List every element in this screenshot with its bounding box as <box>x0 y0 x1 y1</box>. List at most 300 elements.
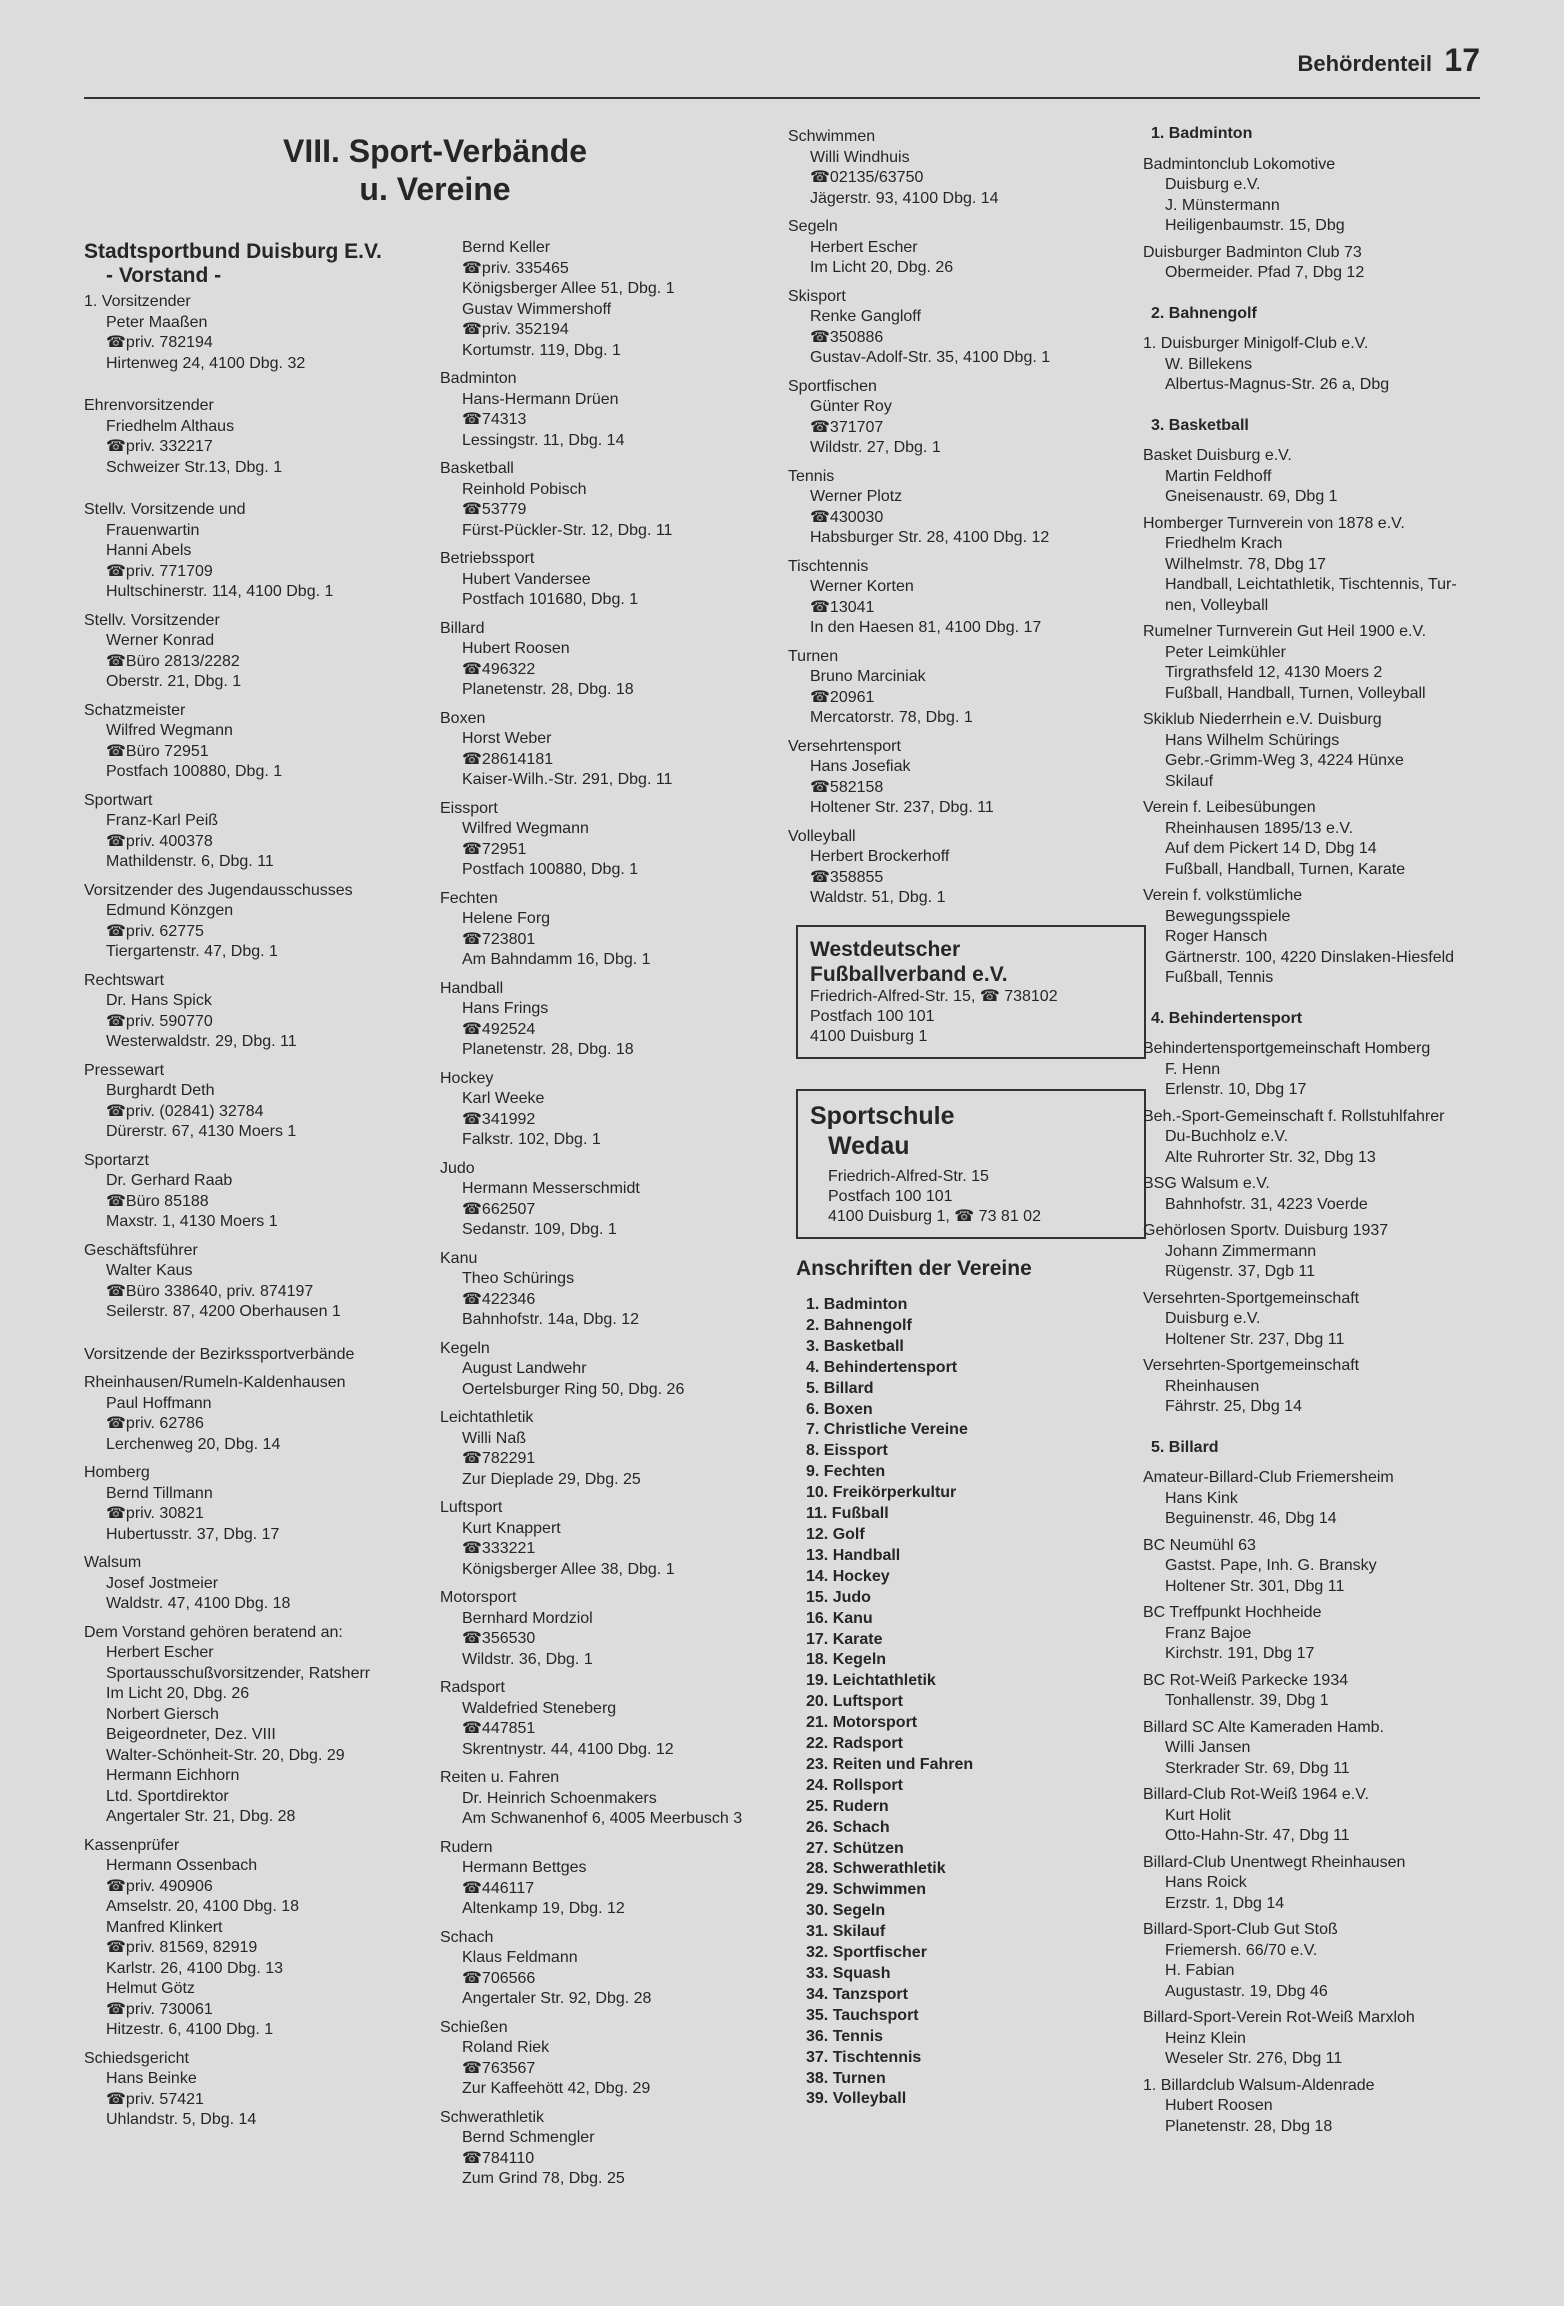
entry-line: Beigeordneter, Dez. VIII <box>106 1726 276 1743</box>
phone-line: ☎496322 <box>462 660 536 678</box>
phone-line: ☎662507 <box>462 1200 536 1218</box>
club-name: BC Neumühl 63 <box>1143 1536 1256 1554</box>
entry-title: Fechten <box>440 889 498 907</box>
phone-line: ☎53779 <box>462 501 527 518</box>
entry <box>440 889 770 971</box>
club-line: Planetenstr. 28, Dbg 18 <box>1165 2117 1333 2135</box>
entry-line: Postfach 100880, Dbg. 1 <box>106 763 283 780</box>
entry-line: Hubert Vandersee <box>462 570 591 588</box>
entry <box>84 971 444 1053</box>
list-item: 2. Bahnengolf <box>806 1316 912 1334</box>
entry-line: Herbert Escher <box>810 238 918 256</box>
entry <box>440 979 770 1061</box>
phone-line: ☎Büro 72951 <box>106 742 209 760</box>
list-item: 34. Tanzsport <box>806 1985 908 2003</box>
entry-line: Werner Plotz <box>810 488 903 505</box>
club-line: Erlenstr. 10, Dbg 17 <box>1165 1081 1307 1098</box>
phone-line: ☎20961 <box>810 688 875 706</box>
club-line: Rheinhausen <box>1165 1377 1260 1395</box>
club-entry <box>1143 1468 1488 1530</box>
club-name: Amateur-Billard-Club Friemersheim <box>1143 1469 1394 1486</box>
entry-title: Billard <box>440 619 485 637</box>
entry-line: Sedanstr. 109, Dbg. 1 <box>462 1221 617 1238</box>
club-line: Obermeider. Pfad 7, Dbg 12 <box>1165 264 1365 281</box>
entry-line: Bernd Tillmann <box>106 1484 213 1502</box>
entry-line: Im Licht 20, Dbg. 26 <box>810 259 954 276</box>
phone-line: ☎430030 <box>810 508 884 526</box>
entry <box>788 647 1138 729</box>
entry-title: Kassenprüfer <box>84 1836 180 1854</box>
list-item: 29. Schwimmen <box>806 1881 927 1899</box>
entry <box>84 791 444 873</box>
club-entry <box>1143 514 1488 617</box>
phone-line: ☎447851 <box>462 1720 536 1737</box>
club-line: Fährstr. 25, Dbg 14 <box>1165 1398 1302 1415</box>
entry <box>440 1069 770 1151</box>
entry-line: Postfach 100880, Dbg. 1 <box>462 861 639 878</box>
club-name: BSG Walsum e.V. <box>1143 1175 1270 1192</box>
entry-title: Ehrenvorsitzender <box>84 397 214 414</box>
phone-line: ☎priv. 62786 <box>106 1415 204 1432</box>
club-entry <box>1143 1536 1488 1598</box>
club-entry <box>1143 1289 1488 1351</box>
entry-line: Horst Weber <box>462 730 552 747</box>
phone-line: ☎371707 <box>810 418 884 436</box>
department-entries <box>788 127 1138 909</box>
entry-line: Planetenstr. 28, Dbg. 18 <box>462 681 634 698</box>
entry-line: Mercatorstr. 78, Dbg. 1 <box>810 709 973 726</box>
entry <box>440 1339 770 1401</box>
entry-line: Wilfred Wegmann <box>106 722 233 739</box>
list-item: 28. Schwerathletik <box>806 1860 946 1878</box>
entry-title: Rudern <box>440 1838 493 1856</box>
box-line: Friedrich-Alfred-Str. 15 <box>828 1167 989 1185</box>
entry-line: Herbert Brockerhoff <box>810 848 950 865</box>
column-board <box>84 240 444 2139</box>
list-item: 15. Judo <box>806 1588 871 1606</box>
entry-title: Volleyball <box>788 827 856 845</box>
chapter-title-line: u. Vereine <box>359 171 511 207</box>
club-line: Weseler Str. 276, Dbg 11 <box>1165 2050 1343 2067</box>
club-name: Basket Duisburg e.V. <box>1143 447 1292 464</box>
club-list-title: Anschriften der Vereine <box>796 1256 1032 1280</box>
club-entry <box>1143 334 1488 396</box>
list-item: 32. Sportfischer <box>806 1944 927 1962</box>
entry-line: Hirtenweg 24, 4100 Dbg. 32 <box>106 354 306 372</box>
phone-line: ☎priv. 30821 <box>106 1505 204 1522</box>
entry <box>440 619 770 701</box>
list-item: 4. Behindertensport <box>806 1358 958 1376</box>
category-title: 1. Badminton <box>1151 125 1253 142</box>
club-line: Heiligenbaumstr. 15, Dbg <box>1165 217 1345 234</box>
entry <box>440 369 770 451</box>
list-item: 1. Badminton <box>806 1296 908 1313</box>
list-item: 21. Motorsport <box>806 1714 918 1732</box>
box-line: 4100 Duisburg 1, ☎ 73 81 02 <box>828 1207 1041 1225</box>
club-name: Versehrten-Sportgemeinschaft <box>1143 1289 1360 1307</box>
club-line: Tonhallenstr. 39, Dbg 1 <box>1165 1692 1329 1709</box>
entry <box>440 799 770 881</box>
entry-title: Sportarzt <box>84 1151 149 1169</box>
phone-line: ☎358855 <box>810 868 884 886</box>
list-item: 33. Squash <box>806 1965 891 1982</box>
phone-line: ☎782291 <box>462 1450 536 1467</box>
club-line: Gneisenaustr. 69, Dbg 1 <box>1165 488 1338 505</box>
club-line: Holtener Str. 237, Dbg 11 <box>1165 1330 1345 1348</box>
club-name: Homberger Turnverein von 1878 e.V. <box>1143 514 1405 532</box>
entry-title: Boxen <box>440 709 486 727</box>
entry-title: Geschäftsführer <box>84 1241 198 1259</box>
entry <box>84 1241 444 1323</box>
entry-line: Hans Josefiak <box>810 758 911 775</box>
club-line: Auf dem Pickert 14 D, Dbg 14 <box>1165 840 1377 857</box>
club-line: Martin Feldhoff <box>1165 467 1272 485</box>
category-title: 4. Behindertensport <box>1151 1009 1303 1027</box>
entry <box>84 1623 444 1828</box>
entry-title: Betriebssport <box>440 550 535 567</box>
club-line: H. Fabian <box>1165 1962 1235 1979</box>
entry-title: Schiedsgericht <box>84 2049 189 2067</box>
entry-title: Hockey <box>440 1069 494 1087</box>
entry <box>788 287 1138 369</box>
entry <box>440 1249 770 1331</box>
club-entry <box>1143 622 1488 704</box>
column-departments <box>440 238 770 2198</box>
entry-title: Badminton <box>440 370 517 387</box>
entry-title: Tennis <box>788 467 835 485</box>
club-entry <box>1143 446 1488 508</box>
phone-line: ☎Büro 338640, priv. 874197 <box>106 1282 314 1300</box>
phone-line: ☎priv. 81569, 82919 <box>106 1939 258 1956</box>
box-line: 4100 Duisburg 1 <box>810 1027 928 1045</box>
club-line: Tirgrathsfeld 12, 4130 Moers 2 <box>1165 664 1383 681</box>
entry-line: Burghardt Deth <box>106 1082 215 1099</box>
club-line: Fußball, Tennis <box>1165 969 1274 986</box>
club-line: Fußball, Handball, Turnen, Karate <box>1165 860 1406 878</box>
club-name: Billard-Sport-Club Gut Stoß <box>1143 1921 1338 1938</box>
entry-title: Luftsport <box>440 1499 503 1516</box>
club-line: Kurt Holit <box>1165 1806 1231 1824</box>
club-line: Heinz Klein <box>1165 2029 1246 2047</box>
phone-line: ☎784110 <box>462 2149 535 2167</box>
club-line: Willi Jansen <box>1165 1739 1251 1756</box>
phone-line: ☎Büro 2813/2282 <box>106 652 240 670</box>
box-line: Friedrich-Alfred-Str. 15, ☎ 738102 <box>810 987 1058 1005</box>
entry-line: Peter Maaßen <box>106 313 208 331</box>
entry-line: Westerwaldstr. 29, Dbg. 11 <box>106 1033 297 1050</box>
entry-line: Hubertusstr. 37, Dbg. 17 <box>106 1525 280 1543</box>
phone-line: ☎582158 <box>810 778 884 796</box>
club-name: 1. Duisburger Minigolf-Club e.V. <box>1143 335 1369 352</box>
club-entry <box>1143 1671 1488 1712</box>
entry-title: Skisport <box>788 287 846 305</box>
club-line: Hans Wilhelm Schürings <box>1165 731 1340 749</box>
entry-line: August Landwehr <box>462 1360 587 1377</box>
phone-line: ☎priv. 57421 <box>106 2090 204 2108</box>
entry-title: 1. Vorsitzender <box>84 293 191 310</box>
entry <box>440 1159 770 1241</box>
entry-line: Dürerstr. 67, 4130 Moers 1 <box>106 1123 297 1140</box>
category-title: 2. Bahnengolf <box>1151 304 1257 322</box>
entry-title: Pressewart <box>84 1061 165 1079</box>
club-entry <box>1143 2008 1488 2070</box>
entry-line: Planetenstr. 28, Dbg. 18 <box>462 1041 634 1058</box>
entry <box>440 2108 770 2190</box>
club-line: Rügenstr. 37, Dgb 11 <box>1165 1263 1316 1280</box>
entry-title: Kegeln <box>440 1339 490 1357</box>
club-line: Wilhelmstr. 78, Dbg 17 <box>1165 555 1326 573</box>
entry-line: Schweizer Str.13, Dbg. 1 <box>106 458 283 476</box>
club-line: Holtener Str. 301, Dbg 11 <box>1165 1577 1345 1595</box>
list-item: 13. Handball <box>806 1546 901 1564</box>
entry <box>84 881 444 963</box>
entry-line: Frauenwartin <box>106 521 200 539</box>
club-line: Rheinhausen 1895/13 e.V. <box>1165 819 1354 837</box>
entry-line: Angertaler Str. 21, Dbg. 28 <box>106 1808 296 1825</box>
club-name: Verein f. Leibesübungen <box>1143 799 1316 816</box>
list-item: 10. Freikörperkultur <box>806 1484 957 1502</box>
box-title: Sportschule <box>810 1101 955 1130</box>
club-line: Skilauf <box>1165 772 1214 790</box>
phone-line: ☎74313 <box>462 411 527 428</box>
entry-line: Herbert Escher <box>106 1644 214 1661</box>
entry-title: Reiten u. Fahren <box>440 1769 560 1786</box>
list-item: 6. Boxen <box>806 1400 873 1418</box>
entry-line: Dr. Hans Spick <box>106 992 212 1009</box>
club-line: Handball, Leichtathletik, Tischtennis, Tur- <box>1165 576 1457 593</box>
entry-title: Kanu <box>440 1249 478 1267</box>
entry-line: Bernd Schmengler <box>462 2129 595 2146</box>
entry-line: Am Schwanenhof 6, 4005 Meerbusch 3 <box>462 1810 743 1827</box>
entry-line: Norbert Giersch <box>106 1705 219 1723</box>
entry-line: Sportausschußvorsitzender, Ratsherr <box>106 1664 371 1682</box>
entry-line: Friedhelm Althaus <box>106 417 235 435</box>
phone-line: ☎333221 <box>462 1540 536 1557</box>
entry-title: Rheinhausen/Rumeln-Kaldenhausen <box>84 1374 346 1391</box>
entry <box>440 1768 770 1830</box>
entry-line: Dr. Gerhard Raab <box>106 1172 233 1189</box>
entry-line: Karlstr. 26, 4100 Dbg. 13 <box>106 1959 283 1977</box>
entry-line: Werner Korten <box>810 578 914 595</box>
entry <box>788 467 1138 549</box>
list-item: 12. Golf <box>806 1525 865 1543</box>
entry <box>84 701 444 783</box>
entry-line: Edmund Könzgen <box>106 902 234 919</box>
club-line: Fußball, Handball, Turnen, Volleyball <box>1165 684 1426 702</box>
club-name: Versehrten-Sportgemeinschaft <box>1143 1357 1360 1374</box>
list-item: 9. Fechten <box>806 1463 886 1481</box>
phone-line: ☎priv. 62775 <box>106 922 204 940</box>
entry-line: Hermann Messerschmidt <box>462 1180 640 1197</box>
entry <box>440 1678 770 1760</box>
club-name: Behindertensportgemeinschaft Homberg <box>1143 1040 1431 1057</box>
entry-line: Lerchenweg 20, Dbg. 14 <box>106 1435 281 1453</box>
club-name: Billard-Sport-Verein Rot-Weiß Marxloh <box>1143 2009 1415 2026</box>
club-line: Sterkrader Str. 69, Dbg 11 <box>1165 1759 1350 1777</box>
entry-line: Habsburger Str. 28, 4100 Dbg. 12 <box>810 529 1050 546</box>
club-line: Hans Kink <box>1165 1489 1238 1507</box>
entry-line: Skrentnystr. 44, 4100 Dbg. 12 <box>462 1740 674 1758</box>
entry-title: Judo <box>440 1159 475 1177</box>
club-line: Duisburg e.V. <box>1165 176 1261 193</box>
club-name: Gehörlosen Sportv. Duisburg 1937 <box>1143 1222 1389 1239</box>
box-title: Westdeutscher <box>810 937 961 961</box>
entry-line: Tiergartenstr. 47, Dbg. 1 <box>106 943 278 960</box>
entry-line: Zum Grind 78, Dbg. 25 <box>462 2170 625 2187</box>
entry-line: Renke Gangloff <box>810 308 921 325</box>
list-item: 38. Turnen <box>806 2069 886 2087</box>
chapter-title-line: VIII. Sport-Verbände <box>282 133 588 169</box>
chapter-title <box>240 132 630 208</box>
club-entry <box>1143 1174 1488 1215</box>
entry-line: Im Licht 20, Dbg. 26 <box>106 1685 250 1702</box>
entry-line: Waldstr. 47, 4100 Dbg. 18 <box>106 1595 291 1612</box>
phone-line: ☎priv. 490906 <box>106 1877 213 1895</box>
list-item: 17. Karate <box>806 1630 883 1648</box>
club-entry <box>1143 1718 1488 1780</box>
entry-line: Altenkamp 19, Dbg. 12 <box>462 1900 625 1917</box>
phone-line: ☎Büro 85188 <box>106 1192 209 1210</box>
entry-line: Amselstr. 20, 4100 Dbg. 18 <box>106 1898 299 1915</box>
entry-line: Hultschinerstr. 114, 4100 Dbg. 1 <box>106 583 334 600</box>
entry-line: Hanni Abels <box>106 542 192 559</box>
category-title: 3. Basketball <box>1151 416 1249 434</box>
entry <box>440 2018 770 2100</box>
club-line: nen, Volleyball <box>1165 596 1269 614</box>
entry-title: Basketball <box>440 460 514 477</box>
club-name: Badmintonclub Lokomotive <box>1143 155 1336 173</box>
entry-line: Helene Forg <box>462 910 551 927</box>
entry-line: Fürst-Pückler-Str. 12, Dbg. 11 <box>462 521 673 539</box>
club-line: Duisburg e.V. <box>1165 1310 1261 1327</box>
phone-line: ☎28614181 <box>462 750 554 768</box>
entry-line: Königsberger Allee 38, Dbg. 1 <box>462 1560 675 1578</box>
entry-line: Waldefried Steneberg <box>462 1699 617 1717</box>
list-item: 19. Leichtathletik <box>806 1672 936 1690</box>
list-item: 35. Tauchsport <box>806 2006 919 2024</box>
entry <box>788 557 1138 639</box>
entry-line: Hermann Ossenbach <box>106 1857 258 1874</box>
entry-line: Wildstr. 27, Dbg. 1 <box>810 439 941 456</box>
entry-line: Königsberger Allee 51, Dbg. 1 <box>462 280 675 297</box>
club-line: Kirchstr. 191, Dbg 17 <box>1165 1645 1315 1662</box>
entry-line: Wilfred Wegmann <box>462 820 589 837</box>
entry-line: Willi Windhuis <box>810 148 910 166</box>
club-line: Albertus-Magnus-Str. 26 a, Dbg <box>1165 376 1390 393</box>
entry-line: Falkstr. 102, Dbg. 1 <box>462 1131 601 1148</box>
entry-line: Angertaler Str. 92, Dbg. 28 <box>462 1990 652 2007</box>
entry-line: Jägerstr. 93, 4100 Dbg. 14 <box>810 189 999 207</box>
list-item: 18. Kegeln <box>806 1651 887 1669</box>
entry-title: Schach <box>440 1928 494 1946</box>
club-line: F. Henn <box>1165 1060 1221 1078</box>
board-entries <box>84 292 444 2131</box>
list-item: 26. Schach <box>806 1818 890 1836</box>
entry-line: Theo Schürings <box>462 1270 575 1287</box>
entry <box>788 217 1138 279</box>
phone-line: ☎13041 <box>810 598 875 616</box>
club-entry <box>1143 2076 1488 2138</box>
entry-line: Bernd Keller <box>462 239 551 256</box>
entry-line: Paul Hoffmann <box>106 1394 212 1412</box>
club-line: Gärtnerstr. 100, 4220 Dinslaken-Hiesfeld <box>1165 948 1455 966</box>
club-line: Bahnhofstr. 31, 4223 Voerde <box>1165 1195 1368 1213</box>
entry <box>84 1061 444 1143</box>
entry-line: Roland Riek <box>462 2039 550 2056</box>
club-line: Du-Buchholz e.V. <box>1165 1128 1289 1145</box>
club-name: Skiklub Niederrhein e.V. Duisburg <box>1143 711 1382 728</box>
entry-line: Dr. Heinrich Schoenmakers <box>462 1789 657 1807</box>
box-line: Postfach 100 101 <box>828 1187 953 1205</box>
entry-line: Walter Kaus <box>106 1262 193 1279</box>
entry-title: Vorsitzende der Bezirkssportverbände <box>84 1345 355 1363</box>
phone-line: ☎priv. 590770 <box>106 1012 213 1030</box>
entry-line: Willi Naß <box>462 1429 526 1447</box>
club-entry <box>1143 1785 1488 1847</box>
entry <box>440 459 770 541</box>
entry-line: Lessingstr. 11, Dbg. 14 <box>462 431 625 449</box>
entry <box>440 1838 770 1920</box>
entry <box>84 1345 444 1366</box>
phone-line: ☎356530 <box>462 1630 536 1647</box>
entry-line: Reinhold Pobisch <box>462 480 587 498</box>
entry-line: Hitzestr. 6, 4100 Dbg. 1 <box>106 2021 274 2038</box>
entry <box>440 549 770 611</box>
entry-line: Josef Jostmeier <box>106 1574 219 1592</box>
entry-line: Günter Roy <box>810 398 892 415</box>
entry <box>84 1836 444 2041</box>
entry-line: Ltd. Sportdirektor <box>106 1787 229 1805</box>
entry-line: Kurt Knappert <box>462 1519 561 1537</box>
club-line: Otto-Hahn-Str. 47, Dbg 11 <box>1165 1827 1350 1844</box>
entry-line: Franz-Karl Peiß <box>106 812 219 829</box>
club-name: 1. Billardclub Walsum-Aldenrade <box>1143 2076 1375 2094</box>
phone-line: ☎723801 <box>462 930 536 948</box>
phone-line: ☎priv. 400378 <box>106 832 213 850</box>
club-line: Johann Zimmermann <box>1165 1242 1317 1260</box>
club-entry <box>1143 243 1488 284</box>
entry-line: In den Haesen 81, 4100 Dbg. 17 <box>810 619 1042 636</box>
entry-line: Zur Kaffeehött 42, Dbg. 29 <box>462 2080 651 2097</box>
box-title: Fußballverband e.V. <box>810 962 1008 986</box>
phone-line: ☎02135/63750 <box>810 169 924 186</box>
entry-line: Hans Beinke <box>106 2070 197 2087</box>
entry-title: Schatzmeister <box>84 701 186 719</box>
entry-title: Walsum <box>84 1554 142 1571</box>
entry-title: Handball <box>440 979 504 997</box>
list-item: 37. Tischtennis <box>806 2048 922 2066</box>
entry <box>84 2049 444 2131</box>
phone-line: ☎446117 <box>462 1879 535 1897</box>
list-item: 23. Reiten und Fahren <box>806 1755 974 1773</box>
entry-title: Homberg <box>84 1464 150 1481</box>
org-name: Stadtsportbund Duisburg E.V. <box>84 240 382 263</box>
section-title: Behördenteil <box>1297 51 1432 76</box>
club-line: Gastst. Pape, Inh. G. Bransky <box>1165 1557 1377 1574</box>
phone-line: ☎72951 <box>462 840 527 858</box>
club-entry <box>1143 155 1488 237</box>
entry-title: Stellv. Vorsitzende und <box>84 501 246 518</box>
list-item: 16. Kanu <box>806 1609 873 1627</box>
club-category-list <box>788 1295 1138 2110</box>
club-line: Hans Roick <box>1165 1874 1247 1891</box>
list-item: 5. Billard <box>806 1379 874 1397</box>
club-entry <box>1143 798 1488 880</box>
entry-line: Gustav-Adolf-Str. 35, 4100 Dbg. 1 <box>810 349 1051 366</box>
club-entry <box>1143 1107 1488 1169</box>
club-line: Gebr.-Grimm-Weg 3, 4224 Hünxe <box>1165 752 1404 769</box>
entry <box>440 1588 770 1670</box>
